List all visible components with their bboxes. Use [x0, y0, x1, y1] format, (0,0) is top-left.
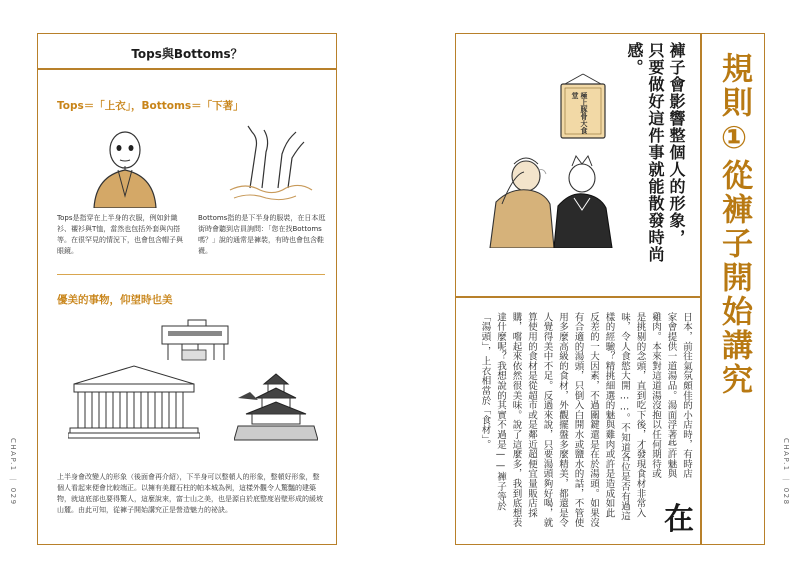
body-dropcap: 在 [664, 502, 694, 537]
body-text [478, 312, 694, 538]
rule-title: 規則①從褲子開始講究 [716, 52, 752, 397]
body-line-12: 購，嚐起來依然很美味。說了這麼多，我到底想表 [510, 312, 522, 528]
monk-illustration [82, 118, 168, 208]
body-line-13: 達什麼呢？我想說的其實不過是——褲子等於 [495, 312, 506, 511]
beauty-description: 上半身會改變人的形象（後面會再介紹），下半身可以整頓人的形象，整頓好形象，整個人看起來便會比較端正。以擁有美麗石柱的帕本城為例，這樣外觀令人驚豔的建築物，就這底部也要得驚人，這麼說來，富士山之美，也是源自於底整度岩壁形成的緩坡山麓。由此可知，從褲子開始講究正是營造魅力的祕訣。 [57, 473, 323, 514]
bottoms-description: Bottoms指的是下半身的服裝，在日本逛街時會聽到店員詢問：「您在找Bottoms嗎？」說的通常是褲裝，有時也會包含鞋襪。 [198, 214, 326, 255]
modern-house-illustration [158, 318, 234, 364]
section-divider [57, 274, 325, 275]
body-line-10: 人覺得美中不足。反過來說，只要湯頭夠好喝，就 [541, 312, 553, 528]
tops-description: Tops是指穿在上半身的衣服，例如針織衫、襯衫與T恤，當然也包括外套與內搭等。在很罕見的情況下，也會包含帽子與眼鏡。 [57, 214, 183, 255]
beauty-heading: 優美的事物，仰望時也美 [57, 294, 173, 306]
box-title: Tops與Bottoms？ [131, 47, 243, 61]
body-line-11: 算使用的食材是從超市或是鄰近超便宜量販店採 [526, 312, 537, 518]
lead-text [624, 42, 687, 292]
definition-heading: Tops＝「上衣」，Bottoms＝「下著」 [57, 100, 244, 112]
body-line-14: 「湯頭」，上衣相當於「食材」。 [479, 312, 491, 450]
body-line-9: 用多麼高級的食材，外觀擺盤多麼精美，都還是令 [557, 312, 568, 528]
body-line-7: 反差的一大因素，不過關鍵還是在於湯頭。如果沒 [588, 312, 599, 528]
title-underline [37, 68, 337, 70]
parthenon-illustration [68, 362, 200, 440]
illustration-divider [455, 296, 701, 298]
legs-water-illustration [226, 118, 316, 204]
restaurant-customers-illustration [470, 144, 620, 248]
lead-line-2: 只要做好這件事就能散發時尚感。 [625, 42, 665, 263]
right-page-number: CHAP.1 ｜ 028 [782, 438, 790, 506]
body-line-4: 是挑剔的念頭，直到吃下後，才發現食材非常入 [634, 312, 646, 518]
left-page-number: CHAP.1 ｜ 029 [9, 438, 17, 506]
body-line-3: 雞肉。本來對這道湯沒抱以任何期待或 [650, 312, 661, 479]
body-line-5: 味，令人食慾大開……。不知道各位是否有過這 [619, 312, 630, 521]
sign-text: 極上豚骨大食堂 [571, 92, 588, 134]
body-line-6: 樣的經驗？精挑細選的魅與雞肉或許是造成如此 [603, 312, 615, 518]
body-line-8: 有合適的湯頭，只倒入白開水或鹽水的話，不管使 [572, 312, 584, 528]
castle-illustration [234, 370, 318, 442]
lead-line-1: 褲子會影響整個人的形象， [667, 42, 686, 246]
body-line-1: 日本，前往氣氛頗佳的小店時，有時店 [681, 312, 692, 479]
title-column-divider [700, 33, 702, 545]
body-line-2: 家會提供一道湯品。湯面浮著些許魅與 [665, 312, 677, 479]
